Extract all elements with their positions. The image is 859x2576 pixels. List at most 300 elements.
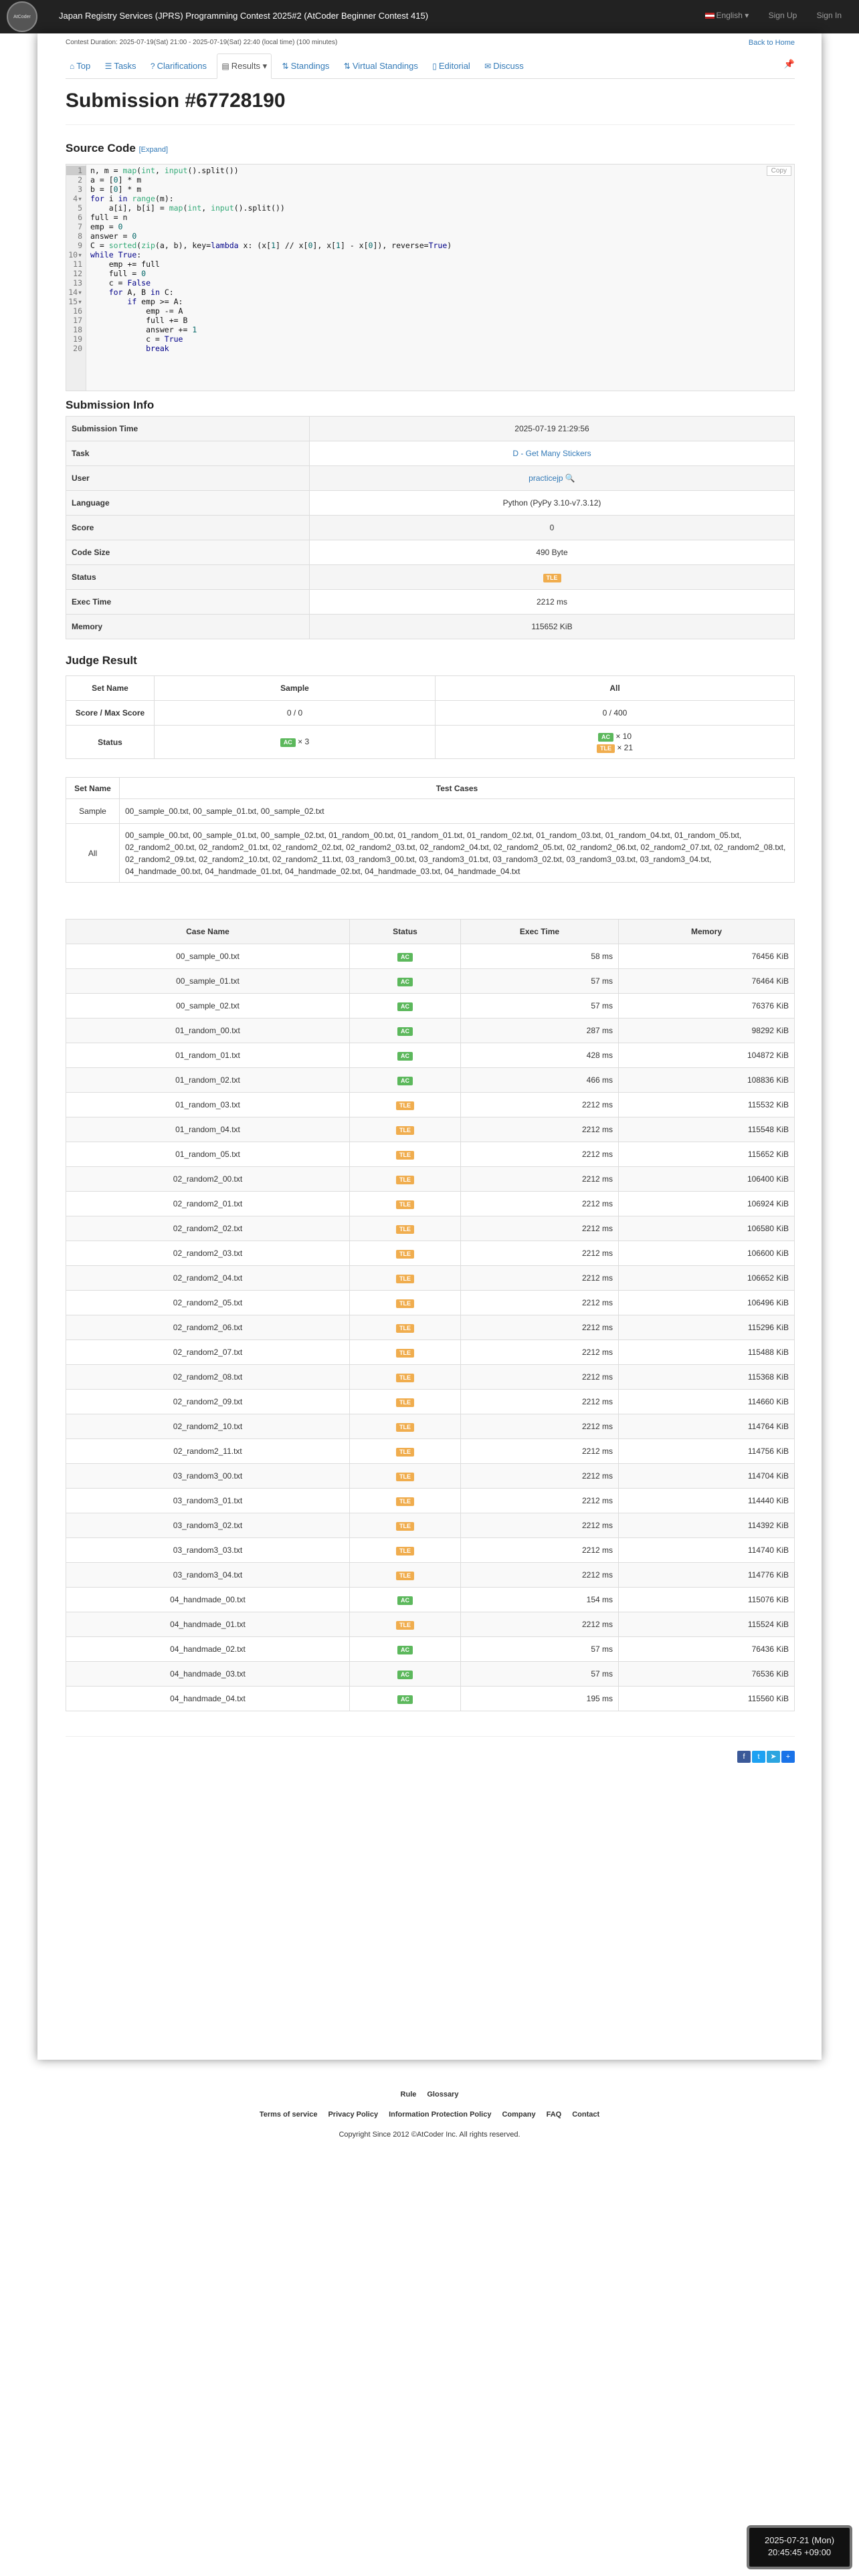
status-badge: TLE [396,1473,414,1481]
case-memory: 114776 KiB [619,1563,795,1588]
case-status [350,1414,461,1439]
case-exec-time: 2212 ms [461,1093,619,1117]
table-row [66,1612,795,1637]
status-badge: TLE [396,1250,414,1259]
pin-icon[interactable]: 📌 [783,59,795,69]
table-row [66,1068,795,1093]
info-row [66,516,795,540]
status-badge: AC [397,953,413,962]
case-exec-time: 2212 ms [461,1439,619,1464]
line-number: 6 [78,213,82,222]
source-code-heading-text: Source Code [66,142,136,154]
table-row [66,1390,795,1414]
home-icon: ⌂ [70,62,75,71]
info-row [66,491,795,516]
table-row [66,1538,795,1563]
tab-virtual-standings-label: Virtual Standings [352,61,418,71]
case-memory: 98292 KiB [619,1018,795,1043]
case-memory: 106580 KiB [619,1216,795,1241]
status-label: Status [66,726,155,759]
case-memory: 115652 KiB [619,1142,795,1167]
footer-ipp-link[interactable]: Information Protection Policy [389,2111,492,2119]
case-status [350,1018,461,1043]
judge-result-table [66,675,795,759]
case-exec-time: 2212 ms [461,1513,619,1538]
info-value: 0 [310,516,795,540]
info-key: Task [66,441,310,466]
case-memory: 108836 KiB [619,1068,795,1093]
table-row [66,994,795,1018]
table-row [66,1093,795,1117]
status-badge: TLE [396,1151,414,1160]
status-badge: TLE [396,1522,414,1531]
case-memory: 106652 KiB [619,1266,795,1291]
case-status [350,1093,461,1117]
case-status [350,1266,461,1291]
case-name: 02_random2_00.txt [66,1167,350,1192]
code-line: C = sorted(zip(a, b), key=lambda x: (x[1] // x[0], x[1] - x[0]), reverse=True) [90,241,452,250]
table-row [66,1142,795,1167]
table-row [66,1489,795,1513]
tab-tasks[interactable] [101,54,140,80]
table-row [66,944,795,969]
sample-ac-count: × 3 [298,737,310,746]
case-exec-time: 2212 ms [461,1266,619,1291]
line-number: 8 [78,231,82,241]
status-badge: AC [397,1695,413,1704]
case-memory: 114440 KiB [619,1489,795,1513]
case-status [350,1464,461,1489]
table-row [66,1216,795,1241]
case-name: 01_random_03.txt [66,1093,350,1117]
case-memory: 106400 KiB [619,1167,795,1192]
info-row [66,565,795,590]
case-name: 02_random2_02.txt [66,1216,350,1241]
line-number: 5 [78,203,82,213]
case-name: 04_handmade_00.txt [66,1588,350,1612]
book-icon: ▯ [432,62,437,71]
case-status [350,1315,461,1340]
tle-badge: TLE [597,744,615,753]
code-line: full = n [90,213,128,222]
info-value: Python (PyPy 3.10-v7.3.12) [310,491,795,516]
case-exec-time: 2212 ms [461,1315,619,1340]
case-status [350,1662,461,1687]
case-exec-time: 57 ms [461,1637,619,1662]
case-name: 03_random3_03.txt [66,1538,350,1563]
case-exec-time: 466 ms [461,1068,619,1093]
tab-tasks-label: Tasks [114,61,136,71]
info-row [66,540,795,565]
tab-virtual-standings[interactable] [340,54,422,80]
clock-date: 2025-07-21 (Mon) [764,2535,835,2545]
divider [66,124,795,125]
line-number: 13 [73,278,82,288]
status-header[interactable]: Status [350,920,461,944]
back-to-home-link[interactable]: Back to Home [748,39,795,47]
code-line: emp -= A [90,306,183,316]
table-row [66,1513,795,1538]
all-tle-count: × 21 [617,742,634,752]
contest-title-link[interactable]: Japan Registry Services (JPRS) Programming Contest 2025#2 (AtCoder Beginner Contest 415) [59,11,429,21]
tab-editorial-label: Editorial [438,61,470,71]
case-status [350,1390,461,1414]
status-badge: TLE [543,574,561,582]
code-line: break [146,344,169,353]
table-row [66,1291,795,1315]
case-status [350,1340,461,1365]
case-memory: 114756 KiB [619,1439,795,1464]
case-status [350,994,461,1018]
info-value [310,466,795,491]
case-memory: 114764 KiB [619,1414,795,1439]
case-memory: 114660 KiB [619,1390,795,1414]
case-memory: 106496 KiB [619,1291,795,1315]
code-line: c = False [90,278,151,288]
case-name: 02_random2_05.txt [66,1291,350,1315]
source-code-heading [66,142,168,155]
all-status [436,726,795,759]
case-status [350,1588,461,1612]
ac-badge: AC [280,738,296,747]
status-badge: TLE [396,1398,414,1407]
sample-score: 0 / 0 [155,701,436,726]
page-title: Submission #67728190 [66,90,286,112]
case-name: 01_random_01.txt [66,1043,350,1068]
line-number: 20 [73,344,82,353]
all-header: All [436,676,795,701]
sign-up-link[interactable]: Sign Up [768,11,797,20]
case-exec-time: 57 ms [461,994,619,1018]
status-badge: TLE [396,1547,414,1555]
case-exec-time: 195 ms [461,1687,619,1711]
case-status [350,1068,461,1093]
case-name: 02_random2_11.txt [66,1439,350,1464]
tab-clarifications[interactable] [147,54,211,80]
case-exec-time: 2212 ms [461,1291,619,1315]
case-exec-time: 2212 ms [461,1464,619,1489]
info-row [66,590,795,615]
case-name: 01_random_00.txt [66,1018,350,1043]
line-number: 18 [73,325,82,334]
sets-cases-header: Test Cases [120,778,795,799]
case-name: 00_sample_01.txt [66,969,350,994]
case-status [350,944,461,969]
case-status [350,1216,461,1241]
tab-discuss-label: Discuss [493,61,524,71]
case-status [350,1439,461,1464]
footer-privacy-link[interactable]: Privacy Policy [328,2111,379,2119]
table-row [66,1117,795,1142]
line-number: 17 [73,316,82,325]
case-name: 02_random2_08.txt [66,1365,350,1390]
all-ac-count: × 10 [615,731,632,741]
case-name: 02_random2_09.txt [66,1390,350,1414]
code-line: c = True [90,334,183,344]
expand-link[interactable]: [Expand] [138,146,169,154]
case-exec-time: 2212 ms [461,1390,619,1414]
table-row [66,1662,795,1687]
case-exec-time: 2212 ms [461,1365,619,1390]
copy-button[interactable]: Copy [767,166,791,176]
set-name-header: Set Name [66,676,155,701]
case-memory: 104872 KiB [619,1043,795,1068]
info-row [66,417,795,441]
table-row [66,1266,795,1291]
info-value: 2212 ms [310,590,795,615]
case-name-header[interactable]: Case Name [66,920,350,944]
info-row [66,466,795,491]
sign-in-link[interactable]: Sign In [816,11,842,20]
line-number: 16 [73,306,82,316]
case-name: 04_handmade_03.txt [66,1662,350,1687]
case-memory: 115548 KiB [619,1117,795,1142]
language-dropdown[interactable]: English ▾ [705,11,749,20]
case-name: 04_handmade_02.txt [66,1637,350,1662]
status-badge: TLE [396,1572,414,1580]
test-sets-table [66,777,795,883]
case-status [350,1365,461,1390]
case-name: 02_random2_04.txt [66,1266,350,1291]
case-status [350,1538,461,1563]
info-key: Language [66,491,310,516]
line-number: 10▾ [68,250,82,259]
footer-terms-link[interactable]: Terms of service [259,2111,318,2119]
status-badge: TLE [396,1101,414,1110]
case-exec-time: 287 ms [461,1018,619,1043]
top-navbar [0,0,859,33]
case-name: 01_random_04.txt [66,1117,350,1142]
case-name: 01_random_05.txt [66,1142,350,1167]
footer-faq-link[interactable]: FAQ [546,2111,562,2119]
status-badge: AC [397,1646,413,1654]
case-name: 02_random2_07.txt [66,1340,350,1365]
line-number: 9 [78,241,82,250]
table-row [66,969,795,994]
tab-results-label: Results [231,61,261,71]
table-row [66,1192,795,1216]
sample-header: Sample [155,676,436,701]
info-value [310,565,795,590]
exec-time-header[interactable]: Exec Time [461,920,619,944]
tab-top-label: Top [76,61,91,71]
status-badge: AC [397,1671,413,1679]
table-row [66,1340,795,1365]
clock-time: 20:45:45 +09:00 [767,2547,832,2557]
case-memory: 76376 KiB [619,994,795,1018]
code-line: for i in range(m): [90,194,174,203]
line-number: 7 [78,222,82,231]
footer-company-link[interactable]: Company [502,2111,536,2119]
case-status [350,1241,461,1266]
footer-rule-link[interactable]: Rule [400,2090,417,2099]
case-name: 04_handmade_04.txt [66,1687,350,1711]
case-status [350,1612,461,1637]
info-value [310,441,795,466]
tab-discuss[interactable] [480,54,528,80]
case-exec-time: 2212 ms [461,1563,619,1588]
score-label: Score / Max Score [66,701,155,726]
status-badge: TLE [396,1200,414,1209]
telegram-share-icon[interactable]: ➤ [767,1751,780,1763]
status-badge: AC [397,1052,413,1061]
table-row [66,1563,795,1588]
case-status [350,969,461,994]
case-memory: 76464 KiB [619,969,795,994]
case-exec-time: 2212 ms [461,1192,619,1216]
info-key: Submission Time [66,417,310,441]
status-badge: TLE [396,1324,414,1333]
more-share-icon[interactable]: + [781,1751,795,1763]
code-line: n, m = map(int, input().split()) [90,166,239,175]
set-sample-cases: 00_sample_00.txt, 00_sample_01.txt, 00_sample_02.txt [120,799,795,824]
code-line: for A, B in C: [108,288,174,297]
case-memory: 115488 KiB [619,1340,795,1365]
case-memory: 106924 KiB [619,1192,795,1216]
tab-standings[interactable] [278,54,334,80]
line-number: 4▾ [73,194,82,203]
case-name: 03_random3_01.txt [66,1489,350,1513]
status-badge: TLE [396,1497,414,1506]
case-status [350,1563,461,1588]
case-name: 03_random3_02.txt [66,1513,350,1538]
info-key: Exec Time [66,590,310,615]
case-name: 00_sample_02.txt [66,994,350,1018]
case-status [350,1192,461,1216]
ac-badge: AC [598,733,613,742]
twitter-share-icon[interactable]: t [752,1751,765,1763]
table-row [66,1018,795,1043]
set-all-name: All [66,824,120,883]
info-key: User [66,466,310,491]
code-line: answer += 1 [90,325,197,334]
case-exec-time: 2212 ms [461,1538,619,1563]
atcoder-logo[interactable]: AtCoder [7,1,37,32]
share-buttons [736,1751,795,1763]
sample-status [155,726,436,759]
line-number: 11 [73,259,82,269]
case-name: 03_random3_00.txt [66,1464,350,1489]
line-number: 1 [66,166,86,175]
user-link[interactable]: practicejp [529,473,563,483]
case-memory: 106600 KiB [619,1241,795,1266]
case-memory: 115524 KiB [619,1612,795,1637]
status-badge: TLE [396,1126,414,1135]
tab-standings-label: Standings [290,61,330,71]
case-status [350,1513,461,1538]
case-memory: 115076 KiB [619,1588,795,1612]
case-memory: 76536 KiB [619,1662,795,1687]
table-row [66,1241,795,1266]
test-cases-table [66,919,795,1711]
table-row [66,1588,795,1612]
case-exec-time: 2212 ms [461,1216,619,1241]
status-badge: TLE [396,1299,414,1308]
status-badge: TLE [396,1176,414,1184]
status-badge: TLE [396,1275,414,1283]
status-badge: AC [397,1077,413,1085]
info-value: 2025-07-19 21:29:56 [310,417,795,441]
tab-results[interactable]: ▤ Results ▾ [217,53,272,79]
source-code-block[interactable] [66,164,795,391]
code-line: full += B [90,316,188,325]
judge-result-heading: Judge Result [66,654,137,667]
case-exec-time: 2212 ms [461,1612,619,1637]
code-line: while True: [90,250,142,259]
case-memory: 115532 KiB [619,1093,795,1117]
table-row [66,1167,795,1192]
table-row [66,1414,795,1439]
info-row [66,615,795,639]
submission-info-table [66,416,795,639]
contest-nav-tabs [66,53,795,79]
case-exec-time: 154 ms [461,1588,619,1612]
case-memory: 115560 KiB [619,1687,795,1711]
facebook-share-icon[interactable]: f [737,1751,751,1763]
results-icon: ▤ [221,62,229,71]
info-key: Score [66,516,310,540]
case-name: 03_random3_04.txt [66,1563,350,1588]
comment-icon: ✉ [484,62,492,71]
case-exec-time: 2212 ms [461,1117,619,1142]
code-line: b = [0] * m [90,185,142,194]
case-exec-time: 58 ms [461,944,619,969]
line-number: 2 [78,175,82,185]
table-row [66,1365,795,1390]
case-memory: 114704 KiB [619,1464,795,1489]
info-row [66,441,795,466]
case-name: 02_random2_01.txt [66,1192,350,1216]
case-exec-time: 2212 ms [461,1489,619,1513]
line-number: 19 [73,334,82,344]
case-status [350,1043,461,1068]
info-key: Status [66,565,310,590]
case-status [350,1489,461,1513]
case-exec-time: 2212 ms [461,1340,619,1365]
user-menu [705,11,859,20]
case-status [350,1142,461,1167]
code-line: a = [0] * m [90,175,142,185]
language-label: English [716,11,743,20]
memory-header[interactable]: Memory [619,920,795,944]
tab-top[interactable] [66,54,94,80]
tab-clarifications-label: Clarifications [157,61,207,71]
submission-info-heading: Submission Info [66,399,155,411]
tab-editorial[interactable] [428,54,474,80]
case-status [350,1167,461,1192]
footer-contact-link[interactable]: Contact [572,2111,600,2119]
status-badge: AC [397,1596,413,1605]
question-icon: ? [150,62,155,71]
case-name: 02_random2_03.txt [66,1241,350,1266]
list-icon: ☰ [104,62,112,71]
case-memory: 114392 KiB [619,1513,795,1538]
search-icon[interactable]: 🔍 [563,473,575,483]
table-row [66,1043,795,1068]
status-badge: AC [397,1002,413,1011]
case-memory: 76436 KiB [619,1637,795,1662]
table-row [66,1687,795,1711]
case-status [350,1117,461,1142]
contest-duration: Contest Duration: 2025-07-19(Sat) 21:00 - 2025-07-19(Sat) 22:40 (local time) (100 minutes) [66,39,338,46]
case-memory: 115296 KiB [619,1315,795,1340]
status-badge: TLE [396,1621,414,1630]
case-exec-time: 2212 ms [461,1414,619,1439]
code-line: answer = 0 [90,231,137,241]
all-score: 0 / 400 [436,701,795,726]
footer-glossary-link[interactable]: Glossary [427,2090,459,2099]
task-link[interactable]: D - Get Many Stickers [512,449,591,458]
